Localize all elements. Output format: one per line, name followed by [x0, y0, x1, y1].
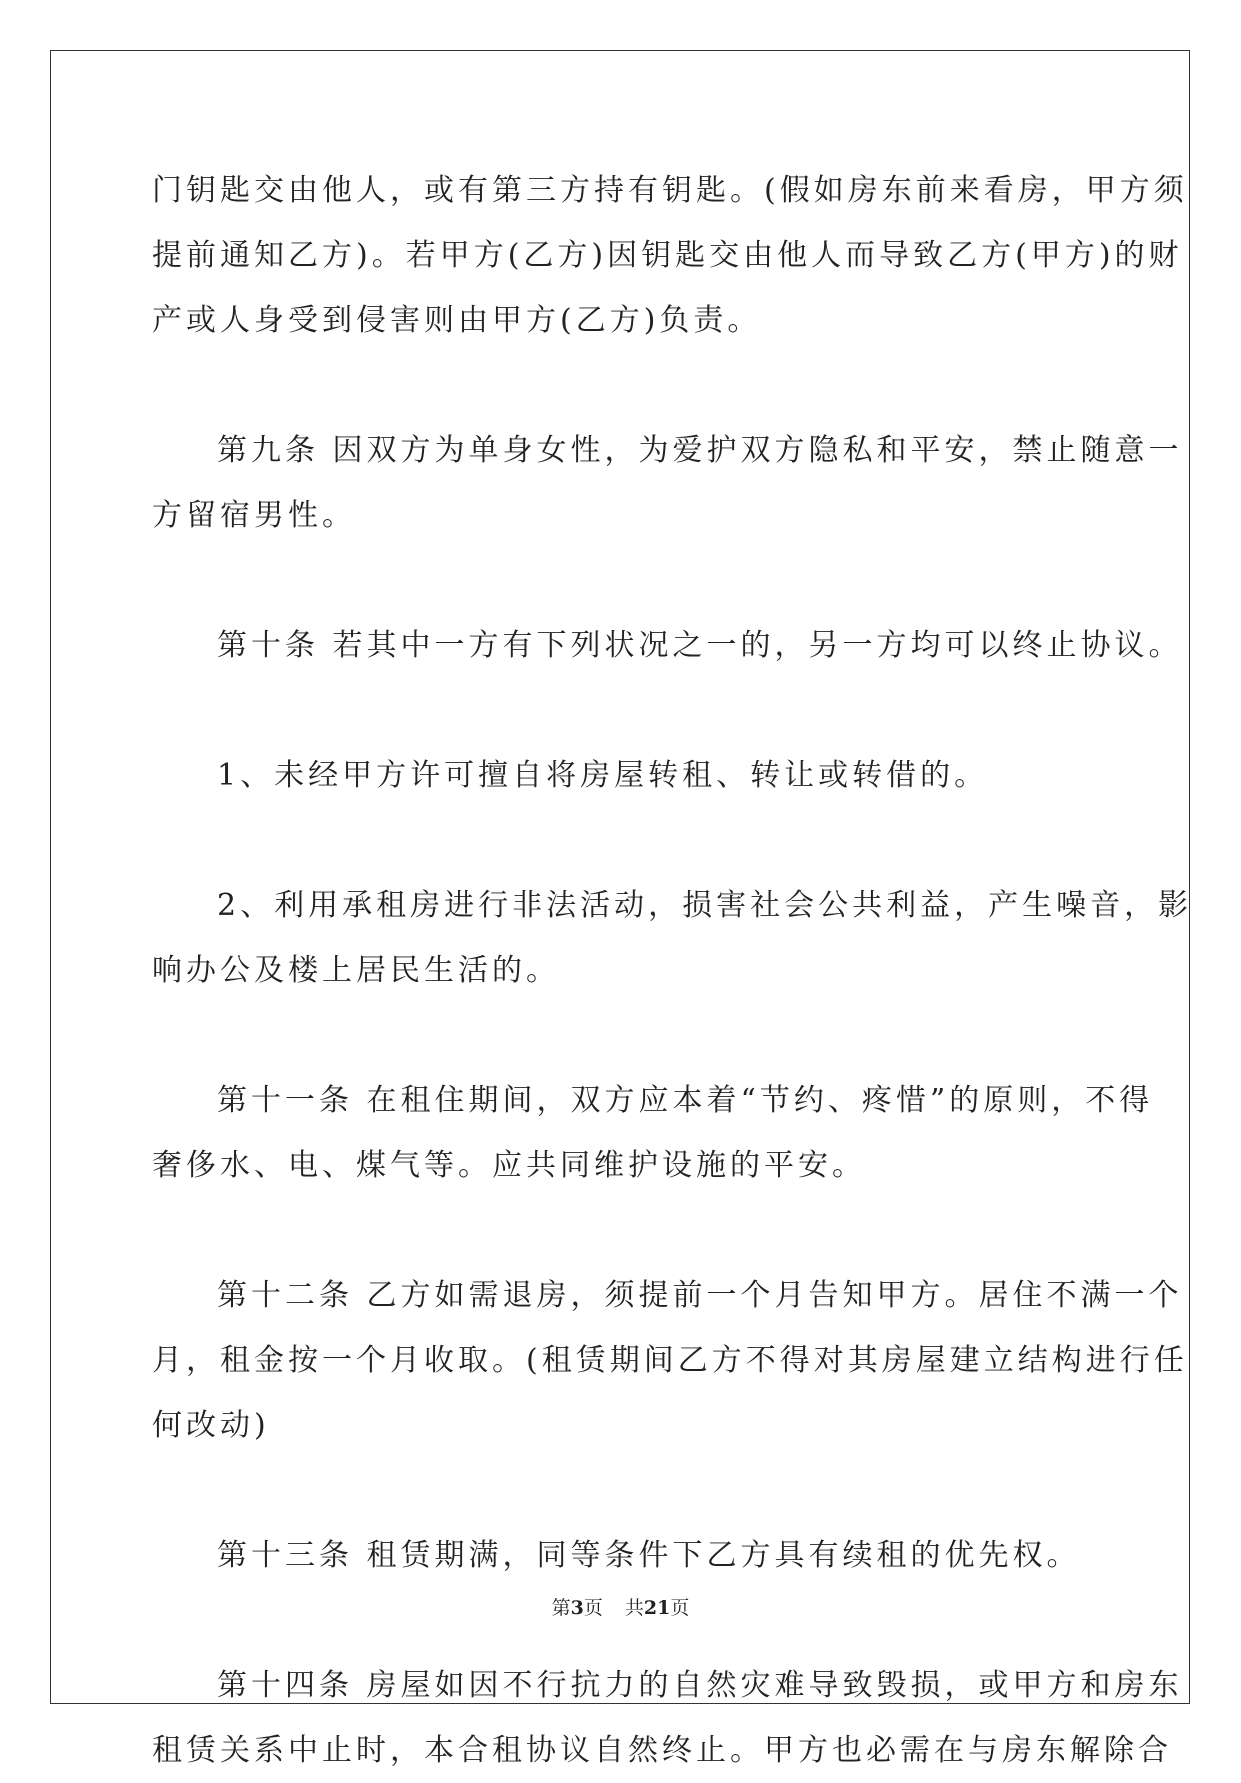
page-prefix: 第 [551, 1597, 571, 1619]
text-line: 奢侈水、电、煤气等。应共同维护设施的平安。 [152, 1148, 866, 1183]
article-12-line: 第十二条 乙方如需退房，须提前一个月告知甲方。居住不满一个 [217, 1278, 1183, 1313]
clause-1-line: 1、未经甲方许可擅自将房屋转租、转让或转借的。 [217, 758, 989, 793]
article-11-line: 第十一条 在租住期间，双方应本着“节约、疼惜”的原则，不得 [217, 1083, 1154, 1118]
text-line: 方留宿男性。 [152, 498, 356, 533]
text-line: 何改动) [152, 1408, 270, 1443]
text-line: 门钥匙交由他人，或有第三方持有钥匙。(假如房东前来看房，甲方须 [152, 173, 1188, 208]
total-pages: 21 [643, 1597, 671, 1619]
blank-line [152, 548, 1092, 613]
article-13-line: 第十三条 租赁期满，同等条件下乙方具有续租的优先权。 [217, 1538, 1081, 1573]
page-number: 3 [570, 1597, 584, 1619]
article-10-line: 第十条 若其中一方有下列状况之一的，另一方均可以终止协议。 [217, 628, 1183, 663]
text-line: 提前通知乙方)。若甲方(乙方)因钥匙交由他人而导致乙方(甲方)的财 [152, 238, 1183, 273]
blank-line [152, 1003, 1092, 1068]
text-line: 产或人身受到侵害则由甲方(乙方)负责。 [152, 303, 762, 338]
article-14-line: 第十四条 房屋如因不行抗力的自然灾难导致毁损，或甲方和房东 [217, 1668, 1183, 1703]
text-line: 响办公及楼上居民生活的。 [152, 953, 560, 988]
blank-line [152, 808, 1092, 873]
blank-line [152, 678, 1092, 743]
total-prefix: 共 [624, 1597, 644, 1619]
document-body [152, 158, 1193, 1783]
page-footer [0, 1593, 1241, 1620]
text-line: 月，租金按一个月收取。(租赁期间乙方不得对其房屋建立结构进行任 [152, 1343, 1188, 1378]
blank-line [152, 353, 1092, 418]
article-9-line: 第九条 因双方为单身女性，为爱护双方隐私和平安，禁止随意一 [217, 433, 1183, 468]
text-line: 租赁关系中止时，本合租协议自然终止。甲方也必需在与房东解除合 [152, 1733, 1172, 1768]
page-suffix: 页 [583, 1597, 603, 1619]
blank-line [152, 1198, 1092, 1263]
blank-line [152, 1458, 1092, 1523]
total-suffix: 页 [670, 1597, 690, 1619]
clause-2-line: 2、利用承租房进行非法活动，损害社会公共利益，产生噪音，影 [217, 888, 1193, 923]
